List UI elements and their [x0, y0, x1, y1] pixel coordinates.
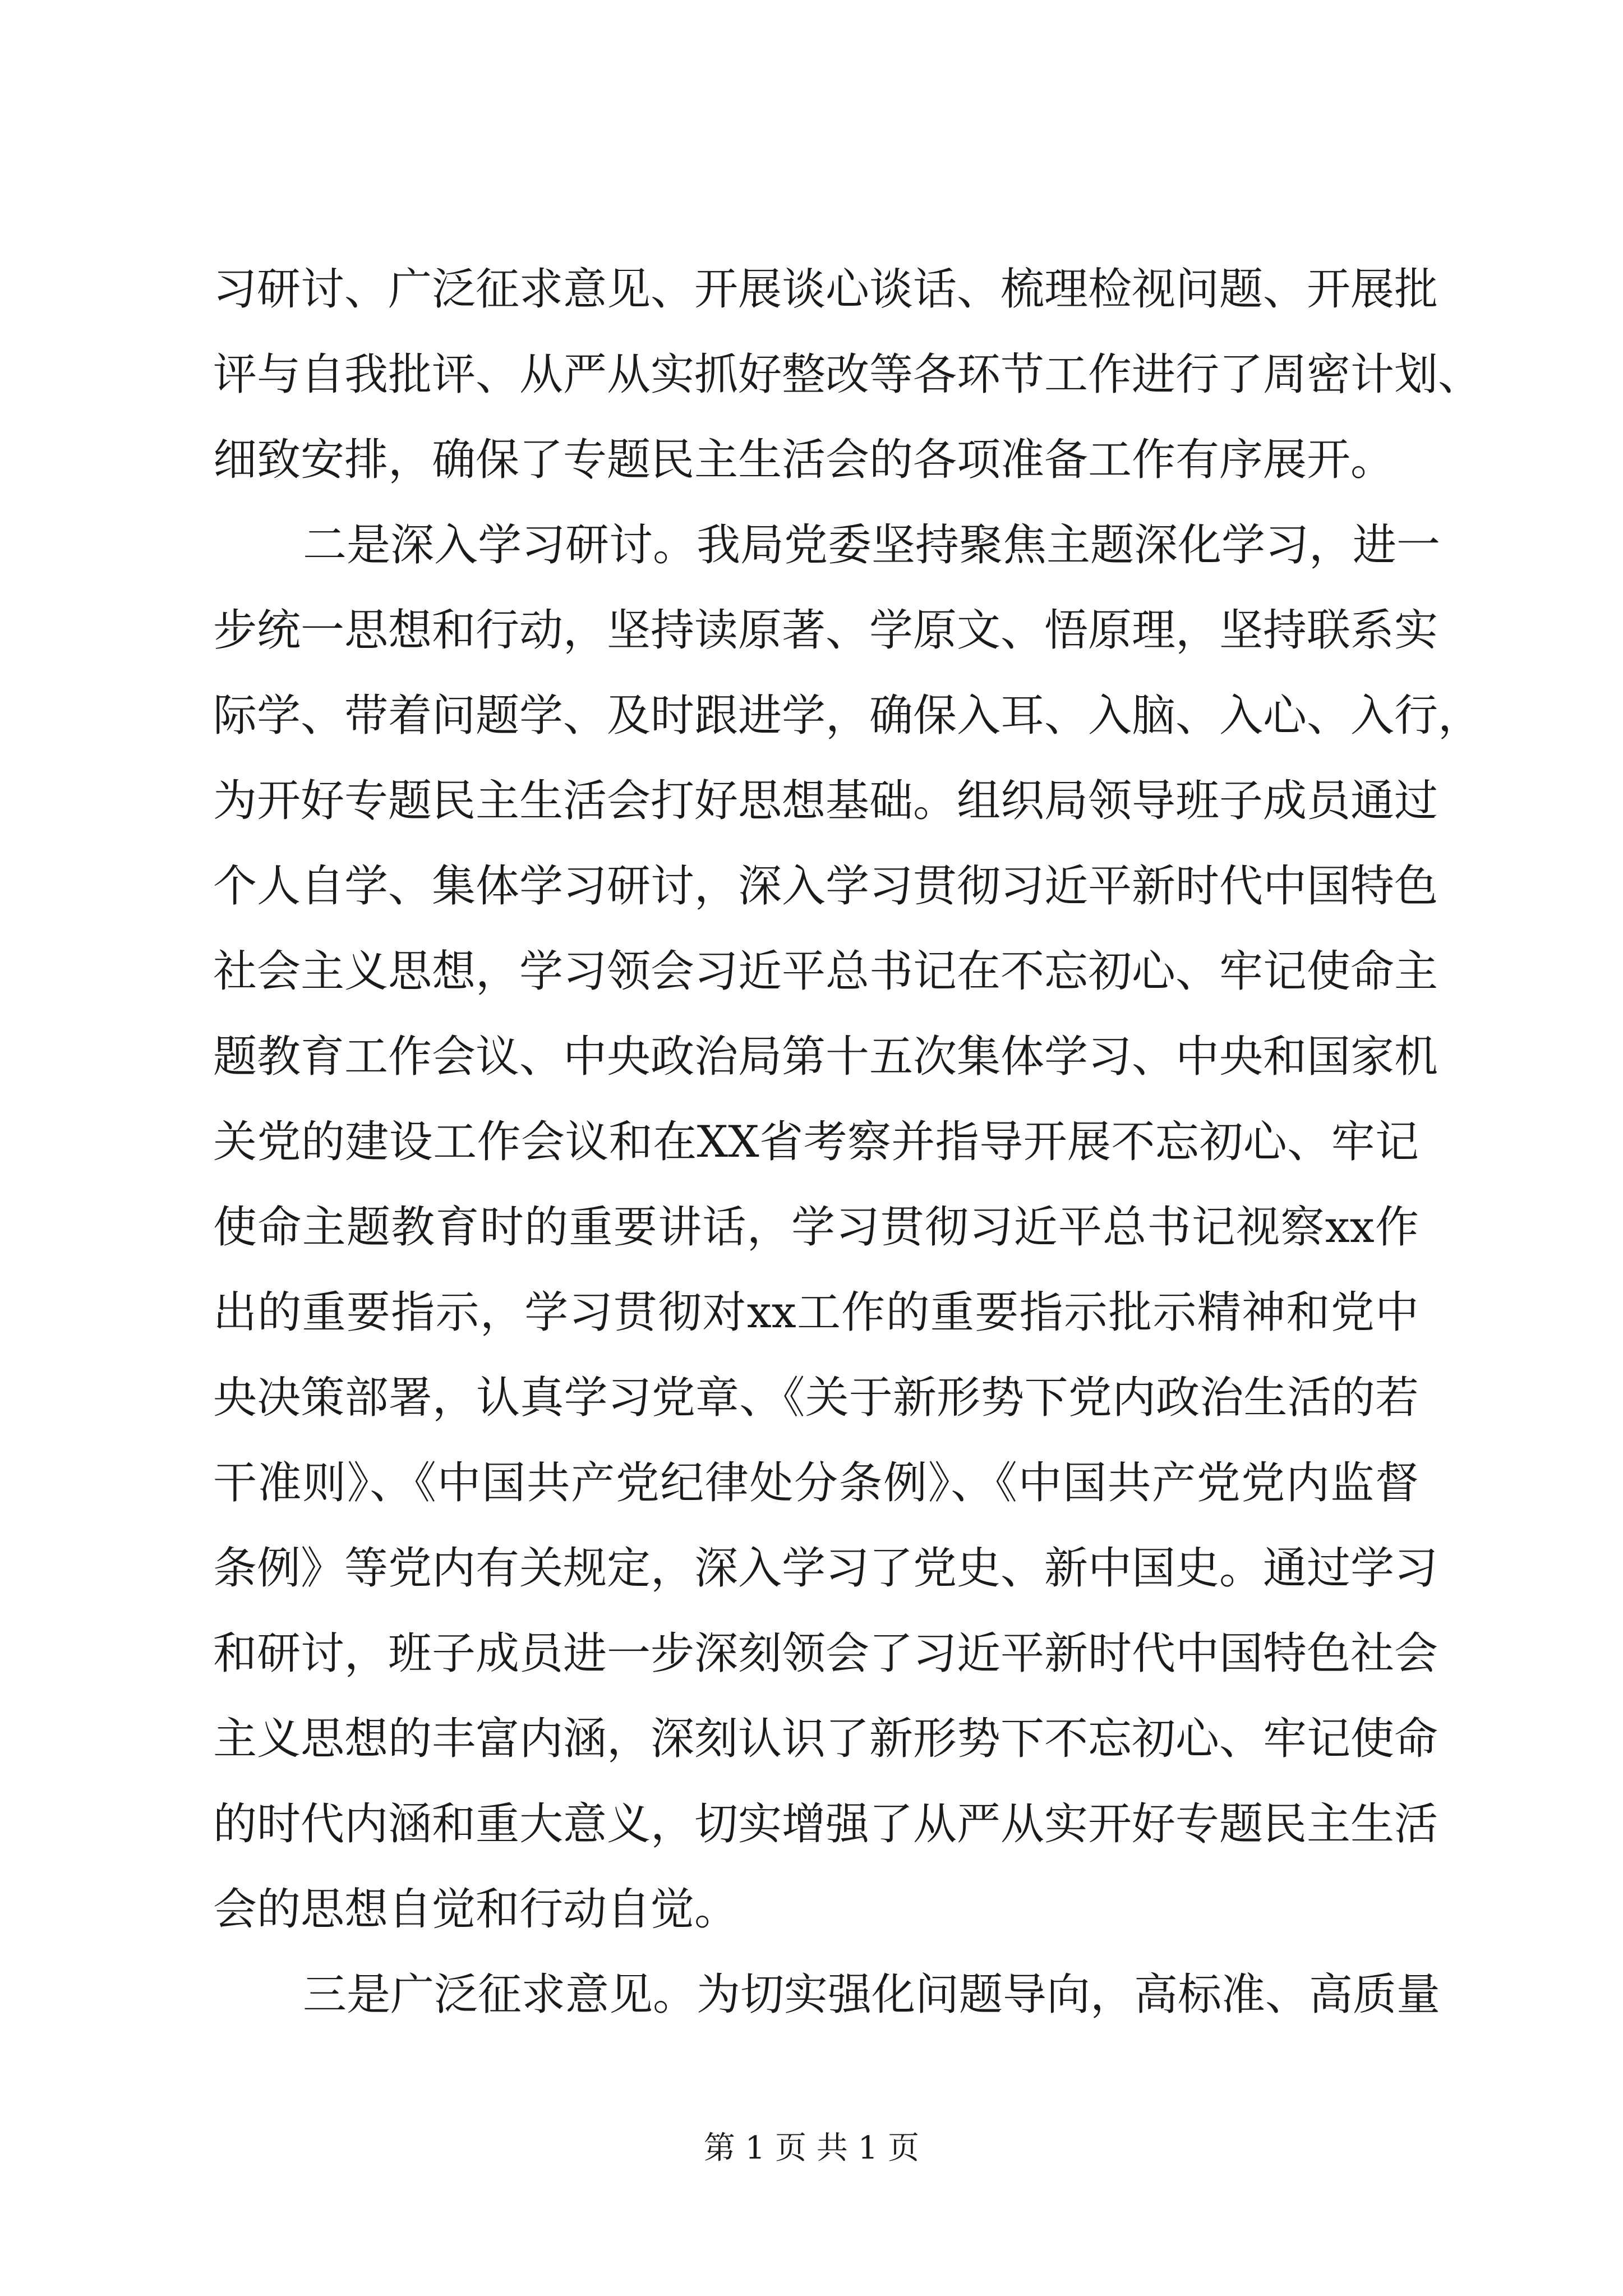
- text-line: 细致安排，确保了专题民主生活会的各项准备工作有序展开。: [213, 435, 1395, 485]
- text-line: 个人自学、集体学习研讨，深入学习贯彻习近平新时代中国特色: [213, 861, 1438, 912]
- text-line: 使命主题教育时的重要讲话，学习贯彻习近平总书记视察xx作: [213, 1202, 1419, 1253]
- paragraph-start-line: 二是深入学习研讨。我局党委坚持聚焦主题深化学习，进一: [303, 520, 1441, 570]
- page-footer: 第 1 页 共 1 页: [703, 2130, 920, 2166]
- text-line: 为开好专题民主生活会打好思想基础。组织局领导班子成员通过: [213, 776, 1438, 826]
- text-line: 评与自我批评、从严从实抓好整改等各环节工作进行了周密计划、: [213, 349, 1482, 400]
- text-line: 的时代内涵和重大意义，切实增强了从严从实开好专题民主生活: [213, 1799, 1438, 1849]
- text-line: 干准则》、《中国共产党纪律处分条例》、《中国共产党党内监督: [213, 1458, 1419, 1508]
- text-line: 题教育工作会议、中央政治局第十五次集体学习、中央和国家机: [213, 1032, 1438, 1082]
- paragraph-start-line: 三是广泛征求意见。为切实强化问题导向，高标准、高质量: [303, 1970, 1441, 2020]
- text-line: 关党的建设工作会议和在XX省考察并指导开展不忘初心、牢记: [213, 1117, 1419, 1167]
- text-line: 习研讨、广泛征求意见、开展谈心谈话、梳理检视问题、开展批: [213, 264, 1438, 315]
- text-line: 会的思想自觉和行动自觉。: [213, 1884, 739, 1935]
- text-line: 和研讨，班子成员进一步深刻领会了习近平新时代中国特色社会: [213, 1628, 1438, 1679]
- text-line: 社会主义思想，学习领会习近平总书记在不忘初心、牢记使命主: [213, 946, 1438, 997]
- text-line: 步统一思想和行动，坚持读原著、学原文、悟原理，坚持联系实: [213, 605, 1438, 656]
- text-line: 主义思想的丰富内涵，深刻认识了新形势下不忘初心、牢记使命: [213, 1714, 1438, 1764]
- text-line: 条例》等党内有关规定，深入学习了党史、新中国史。通过学习: [213, 1543, 1438, 1594]
- text-line: 央决策部署，认真学习党章、《关于新形势下党内政治生活的若: [213, 1373, 1419, 1423]
- body-text: [213, 247, 1482, 2037]
- text-line: 际学、带着问题学、及时跟进学，确保入耳、入脑、入心、入行，: [213, 691, 1482, 741]
- text-line: 出的重要指示，学习贯彻对xx工作的重要指示批示精神和党中: [213, 1287, 1419, 1338]
